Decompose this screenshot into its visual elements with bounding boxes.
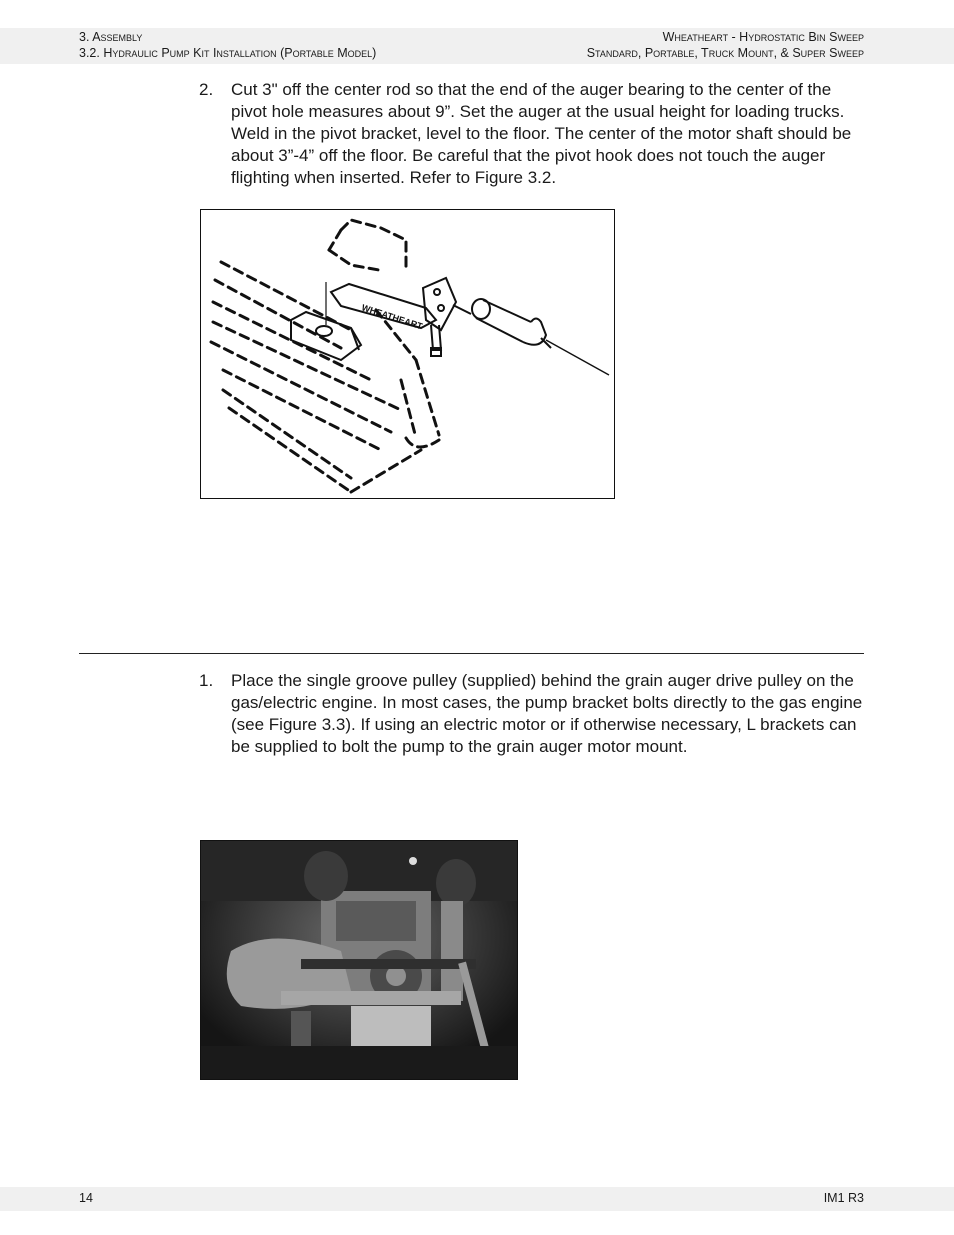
document-code: IM1 R3 <box>823 1191 864 1205</box>
header-models: Standard, Portable, Truck Mount, & Super Sweep <box>586 46 864 60</box>
engine-pump-photo <box>200 840 518 1080</box>
bracket-brand-text: WHEATHEART <box>360 302 424 332</box>
step-text: Place the single groove pulley (supplied) behind the grain auger drive pulley on the gas/electric engine. In most cases, the pump bracket bolts directly to the gas engine (see Figure 3.3). If using an electric motor or if otherwise necessary, L brackets can be supplied to bolt the pump to the grain auger motor mount. <box>231 671 863 756</box>
instruction-step <box>199 670 869 758</box>
header-product: Wheatheart - Hydrostatic Bin Sweep <box>662 30 864 44</box>
section-divider <box>79 653 864 654</box>
page-footer <box>0 1187 954 1211</box>
header-chapter: 3. Assembly <box>79 30 143 44</box>
step-number: 2. <box>199 80 214 99</box>
pivot-bracket-diagram <box>200 209 615 499</box>
instruction-step <box>199 79 869 189</box>
page-number: 14 <box>79 1191 93 1205</box>
pivot-bracket-drawing <box>201 210 614 498</box>
header-section: 3.2. Hydraulic Pump Kit Installation (Portable Model) <box>79 46 377 60</box>
engine-photo-drawing <box>201 841 517 1079</box>
step-text: Cut 3" off the center rod so that the end of the auger bearing to the center of the pivot hole measures about 9”. Set the auger at the usual height for loading trucks. Weld in the pivot bracket, level to the floor. The center of the motor shaft should be about 3”-4” off the floor. Be careful that the pivot hook does not touch the auger flighting when inserted. Refer to Figure 3.2. <box>231 80 852 187</box>
step-number: 1. <box>199 671 214 690</box>
